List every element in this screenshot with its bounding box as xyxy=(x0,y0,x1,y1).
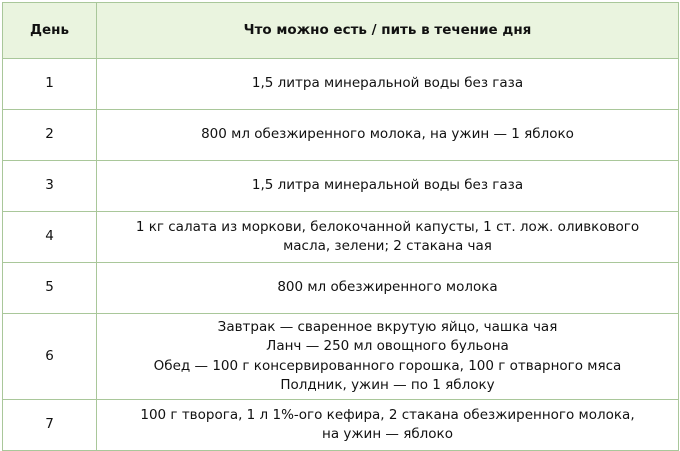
table-row xyxy=(3,314,679,400)
table-header-row xyxy=(3,3,679,59)
header-food: Что можно есть / пить в течение дня xyxy=(97,3,679,59)
food-cell xyxy=(97,263,679,314)
day-cell: 3 xyxy=(3,161,97,212)
table-row xyxy=(3,400,679,451)
food-line: 1,5 литра минеральной воды без газа xyxy=(251,177,524,194)
table-row xyxy=(3,263,679,314)
food-cell xyxy=(97,110,679,161)
food-line: Обед — 100 г консервированного горошка, 100 г отварного мяса xyxy=(153,357,622,374)
diet-table xyxy=(2,2,679,451)
food-line: масла, зелени; 2 стакана чая xyxy=(283,238,492,254)
table-row xyxy=(3,161,679,212)
food-cell xyxy=(97,212,679,263)
food-line: Полдник, ужин — по 1 яблоку xyxy=(280,377,495,393)
food-line: 1 кг салата из моркови, белокочанной капусты, 1 ст. лож. оливкового xyxy=(135,218,640,235)
food-line: 800 мл обезжиренного молока xyxy=(277,279,498,296)
day-cell: 5 xyxy=(3,263,97,314)
food-cell xyxy=(97,59,679,110)
food-cell xyxy=(97,314,679,400)
table-row xyxy=(3,212,679,263)
header-day: День xyxy=(3,3,97,59)
day-cell: 1 xyxy=(3,59,97,110)
food-cell xyxy=(97,400,679,451)
day-cell: 7 xyxy=(3,400,97,451)
day-cell: 4 xyxy=(3,212,97,263)
food-line: 100 г творога, 1 л 1%-ого кефира, 2 стакана обезжиренного молока, xyxy=(140,406,635,423)
food-cell xyxy=(97,161,679,212)
day-cell: 6 xyxy=(3,314,97,400)
table-row xyxy=(3,59,679,110)
table-row xyxy=(3,110,679,161)
food-line: 1,5 литра минеральной воды без газа xyxy=(251,75,524,92)
day-cell: 2 xyxy=(3,110,97,161)
food-line: Ланч — 250 мл овощного бульона xyxy=(266,338,509,354)
food-line: на ужин — яблоко xyxy=(322,426,453,442)
food-line: Завтрак — сваренное вкрутую яйцо, чашка чая xyxy=(217,318,558,335)
food-line: 800 мл обезжиренного молока, на ужин — 1 яблоко xyxy=(201,126,574,143)
